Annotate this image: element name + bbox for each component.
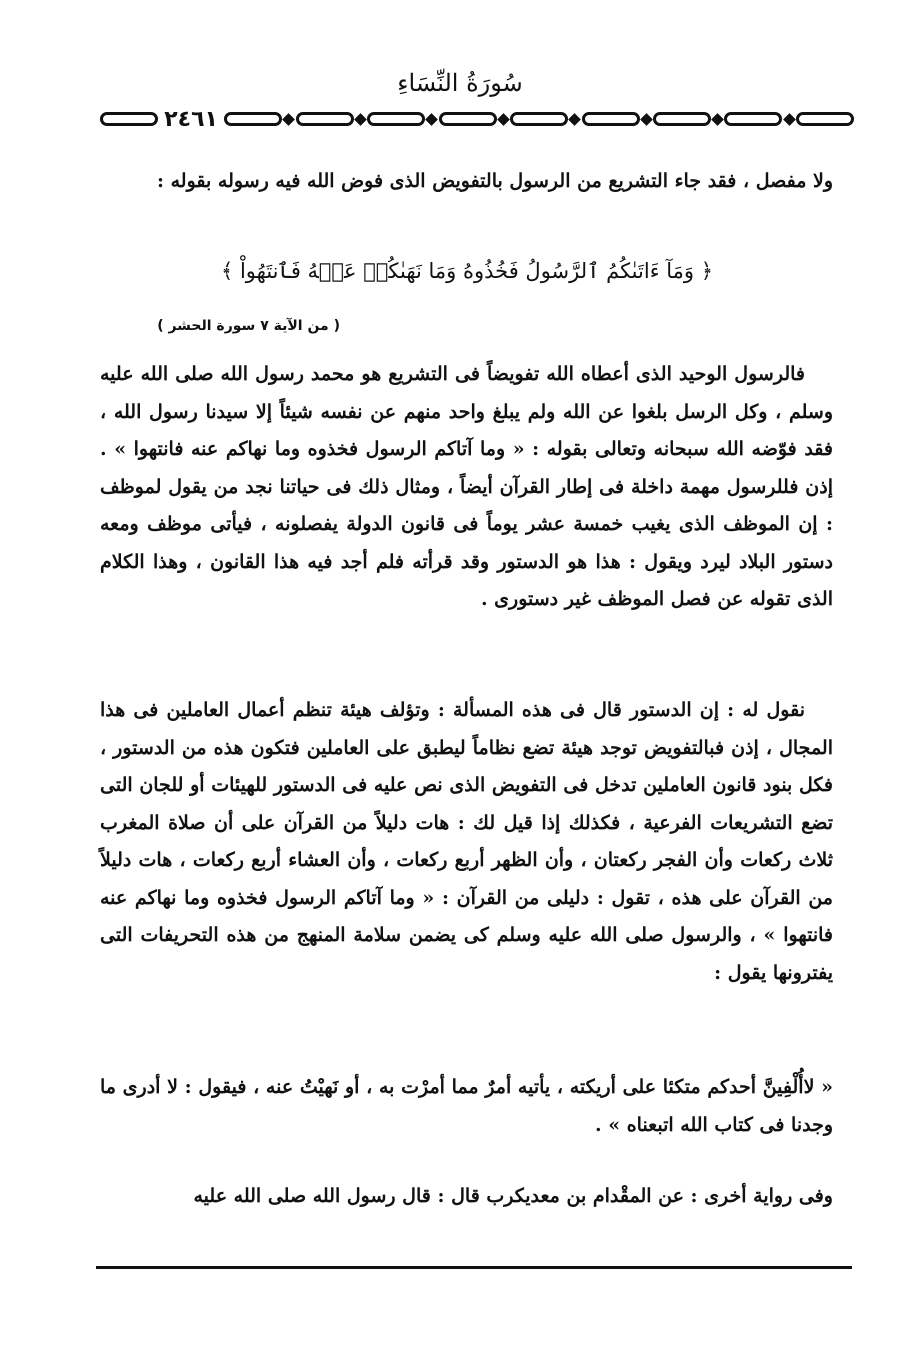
ornament-diamond-icon <box>425 113 438 126</box>
ornament-oval-icon <box>510 112 568 126</box>
quran-verse: ﴿ وَمَآ ءَاتَىٰكُمُ ٱلرَّسُولُ فَخُذُوهُ وَمَا نَهَىٰكُمۡ عَنۡهُ فَٱنتَهُواْ ﴾ <box>220 259 714 283</box>
ornament-diamond-icon <box>711 113 724 126</box>
ornament-diamond-icon <box>497 113 510 126</box>
paragraph-5: وفى رواية أخرى : عن المقْدام بن معديكرب قال : قال رسول الله صلى الله عليه <box>193 1185 833 1207</box>
page-number: ٢٤٦١ <box>164 106 218 132</box>
ornament-diamond-icon <box>640 113 653 126</box>
ornament-oval-icon <box>224 112 282 126</box>
ornament-oval-icon <box>796 112 854 126</box>
ornament-oval-icon <box>724 112 782 126</box>
ornament-oval-icon <box>582 112 640 126</box>
hadith-quote: « لاأُلْفِينَّ أحدكم متكئا على أريكته ، يأتيه أمرٌ مما أمرْت به ، أو نَهيْتُ عنه ، فيقول : لا أدرى ما وجدنا فى كتاب الله اتبعناه » . <box>100 1076 833 1136</box>
ornament-oval-icon <box>653 112 711 126</box>
header-ornament <box>100 104 854 134</box>
verse-reference: ( من الآية ٧ سورة الحشر ) <box>157 318 340 334</box>
intro-paragraph: ولا مفصل ، فقد جاء التشريع من الرسول بالتفويض الذى فوض الله فيه رسوله بقوله : <box>156 170 833 192</box>
ornament-oval-icon <box>296 112 354 126</box>
surah-title: سُورَةُ النِّسَاءِ <box>397 69 523 97</box>
ornament-diamond-icon <box>783 113 796 126</box>
paragraph-3: نقول له : إن الدستور قال فى هذه المسألة : وتؤلف هيئة تنظم أعمال العاملين فى هذا المجال ، إذن فبالتفويض توجد هيئة تضع نظاماً ليطبق على العاملين فتكون هذه من الدستور ، فكل بنود قانون العاملين تدخل فى التفويض الذى نص عليه فى الدستور للهيئات أو للجان التى تضع التشريعات الفرعية ، فكذلك إذا قيل لك : هات دليلاً من القرآن على أن صلاة المغرب ثلاث ركعات وأن الفجر ركعتان ، وأن الظهر أربع ركعات ، وأن العشاء أربع ركعات ، هات دليلاً من القرآن على هذه ، تقول : دليلى من القرآن : « وما آتاكم الرسول فخذوه وما نهاكم عنه فانتهوا » ، والرسول صلى الله عليه وسلم كى يضمن سلامة المنهج من هذه التحريفات التى يفترونها يقول : <box>100 699 833 984</box>
ornament-oval-icon <box>367 112 425 126</box>
ornament-oval-icon <box>439 112 497 126</box>
ornament-oval-icon <box>100 112 158 126</box>
paragraph-2: فالرسول الوحيد الذى أعطاه الله تفويضاً فى التشريع هو محمد رسول الله صلى الله عليه وسلم ، وكل الرسل بلغوا عن الله ولم يبلغ واحد منهم عن نفسه شيئاً إلا سيدنا رسول الله ، فقد فوّضه الله سبحانه وتعالى بقوله : « وما آتاكم الرسول فخذوه وما نهاكم عنه فانتهوا » . إذن فللرسول مهمة داخلة فى إطار القرآن أيضاً ، ومثال ذلك فى حياتنا نجد من يقول لموظف : إن الموظف الذى يغيب خمسة عشر يوماً فى قانون الدولة يفصلونه ، فيأتى موظف ومعه دستور البلاد ليرد ويقول : هذا هو الدستور وقد قرأته فلم أجد فيه هذا القانون ، وهذا الكلام الذى تقوله عن فصل الموظف غير دستورى . <box>100 363 833 610</box>
ornament-diamond-icon <box>354 113 367 126</box>
ornament-diamond-icon <box>568 113 581 126</box>
footer-divider <box>96 1266 852 1269</box>
ornament-diamond-icon <box>283 113 296 126</box>
